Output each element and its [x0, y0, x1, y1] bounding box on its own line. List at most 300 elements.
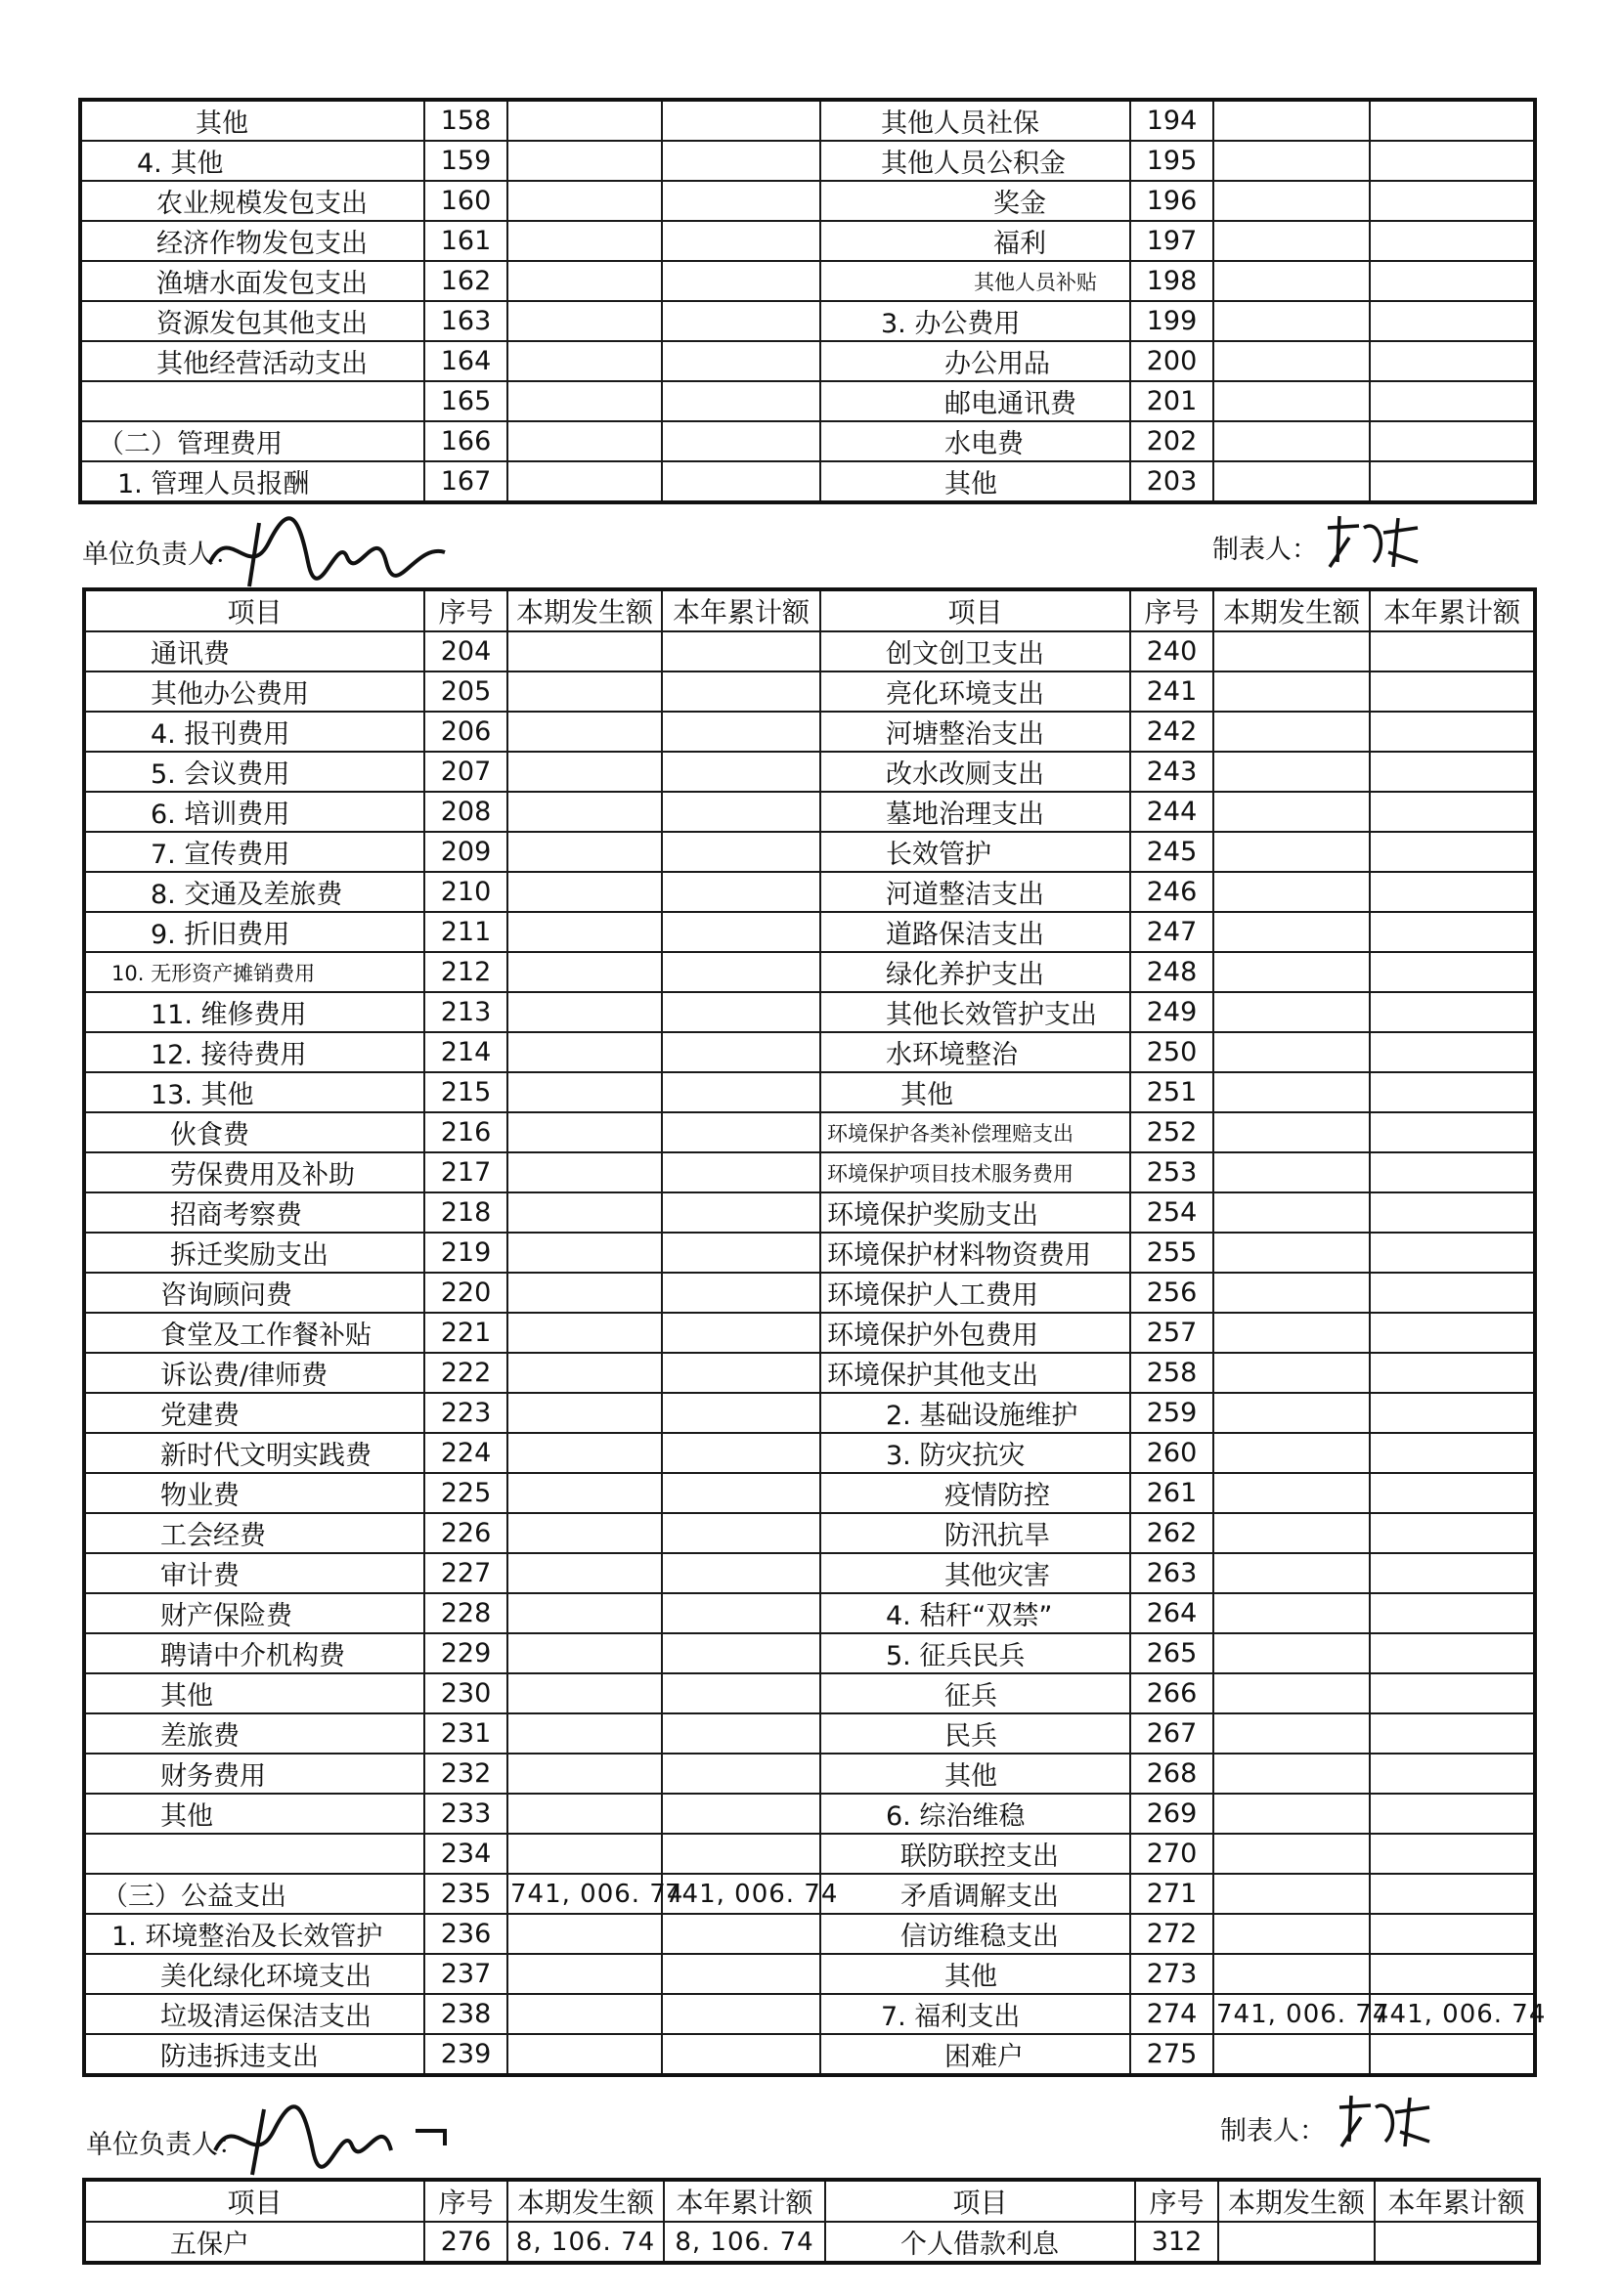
ytd-amount-cell	[662, 341, 820, 381]
current-amount-cell	[507, 792, 662, 832]
table-row	[84, 1954, 1535, 1994]
current-amount-cell	[1213, 1032, 1370, 1072]
row-number-cell: 205	[424, 671, 507, 712]
row-number-cell: 209	[424, 832, 507, 872]
row-number-cell: 268	[1130, 1754, 1213, 1794]
row-number-cell: 275	[1130, 2034, 1213, 2075]
row-number-cell: 201	[1130, 381, 1213, 421]
table-row	[84, 1313, 1535, 1353]
ytd-amount-cell	[662, 712, 820, 752]
item-cell: 防汛抗旱	[820, 1513, 1130, 1553]
item-cell: 3. 防灾抗灾	[820, 1433, 1130, 1473]
current-amount-cell: 8, 106. 74	[507, 2222, 664, 2263]
row-number-cell: 202	[1130, 421, 1213, 461]
row-number-cell: 212	[424, 952, 507, 992]
row-number-cell: 167	[424, 461, 507, 502]
item-cell: 13. 其他	[84, 1072, 424, 1112]
current-amount-cell	[507, 1433, 662, 1473]
item-cell: 财务费用	[84, 1754, 424, 1794]
current-amount-cell	[507, 1954, 662, 1994]
ytd-amount-cell	[662, 1834, 820, 1874]
item-cell: 5. 会议费用	[84, 752, 424, 792]
table-row	[80, 141, 1535, 181]
current-amount-cell	[1213, 461, 1370, 502]
row-number-cell: 250	[1130, 1032, 1213, 1072]
ytd-amount-cell	[1370, 1794, 1535, 1834]
row-number-cell: 264	[1130, 1593, 1213, 1633]
item-cell: 1. 环境整治及长效管护	[84, 1914, 424, 1954]
header-ytd: 本年累计额	[1375, 2180, 1539, 2222]
ytd-amount-cell	[1370, 952, 1535, 992]
current-amount-cell	[507, 1754, 662, 1794]
item-cell: 8. 交通及差旅费	[84, 872, 424, 912]
current-amount-cell	[1213, 1072, 1370, 1112]
item-cell: 党建费	[84, 1393, 424, 1433]
ytd-amount-cell	[1370, 1032, 1535, 1072]
row-number-cell: 274	[1130, 1994, 1213, 2034]
item-cell: 创文创卫支出	[820, 631, 1130, 671]
row-number-cell: 271	[1130, 1874, 1213, 1914]
ytd-amount-cell	[662, 1233, 820, 1273]
current-amount-cell	[507, 1834, 662, 1874]
ytd-amount-cell	[1370, 221, 1535, 261]
item-cell: 环境保护其他支出	[820, 1353, 1130, 1393]
ytd-amount-cell	[662, 1192, 820, 1233]
row-number-cell: 240	[1130, 631, 1213, 671]
item-cell: 信访维稳支出	[820, 1914, 1130, 1954]
item-cell: 改水改厕支出	[820, 752, 1130, 792]
item-cell: 个人借款利息	[825, 2222, 1135, 2263]
current-amount-cell	[507, 421, 662, 461]
current-amount-cell	[1213, 1713, 1370, 1754]
current-amount-cell	[1213, 1313, 1370, 1353]
row-number-cell: 210	[424, 872, 507, 912]
ytd-amount-cell	[1370, 1914, 1535, 1954]
row-number-cell: 195	[1130, 141, 1213, 181]
current-amount-cell	[507, 952, 662, 992]
row-number-cell: 245	[1130, 832, 1213, 872]
table-row	[84, 2034, 1535, 2075]
expense-table-part3	[82, 2178, 1541, 2265]
row-number-cell: 166	[424, 421, 507, 461]
row-number-cell: 208	[424, 792, 507, 832]
table-row	[84, 712, 1535, 752]
item-cell: 9. 折旧费用	[84, 912, 424, 952]
item-cell: 民兵	[820, 1713, 1130, 1754]
current-amount-cell	[507, 181, 662, 221]
ytd-amount-cell	[1370, 832, 1535, 872]
row-number-cell: 196	[1130, 181, 1213, 221]
row-number-cell: 204	[424, 631, 507, 671]
current-amount-cell	[507, 141, 662, 181]
current-amount-cell	[1213, 381, 1370, 421]
current-amount-cell	[1218, 2222, 1375, 2263]
table-row	[84, 1072, 1535, 1112]
current-amount-cell	[507, 1032, 662, 1072]
item-cell: 福利	[820, 221, 1130, 261]
current-amount-cell	[507, 1713, 662, 1754]
ytd-amount-cell	[1370, 1353, 1535, 1393]
row-number-cell: 213	[424, 992, 507, 1032]
row-number-cell: 258	[1130, 1353, 1213, 1393]
row-number-cell: 223	[424, 1393, 507, 1433]
table-header-row	[84, 589, 1535, 631]
ytd-amount-cell	[1370, 1233, 1535, 1273]
row-number-cell: 215	[424, 1072, 507, 1112]
table-row	[84, 1152, 1535, 1192]
ytd-amount-cell	[1370, 1473, 1535, 1513]
row-number-cell: 219	[424, 1233, 507, 1273]
row-number-cell: 234	[424, 1834, 507, 1874]
header-no: 序号	[424, 589, 507, 631]
row-number-cell: 211	[424, 912, 507, 952]
current-amount-cell	[507, 1072, 662, 1112]
row-number-cell: 259	[1130, 1393, 1213, 1433]
ytd-amount-cell	[1370, 1874, 1535, 1914]
ytd-amount-cell	[662, 671, 820, 712]
table-row	[84, 1233, 1535, 1273]
ytd-amount-cell	[1370, 301, 1535, 341]
row-number-cell: 165	[424, 381, 507, 421]
ytd-amount-cell	[662, 1032, 820, 1072]
ytd-amount-cell	[1370, 381, 1535, 421]
ytd-amount-cell	[1370, 712, 1535, 752]
current-amount-cell	[507, 1994, 662, 2034]
ytd-amount-cell	[662, 1914, 820, 1954]
current-amount-cell	[1213, 421, 1370, 461]
item-cell: 其他灾害	[820, 1553, 1130, 1593]
item-cell: 工会经费	[84, 1513, 424, 1553]
current-amount-cell	[1213, 631, 1370, 671]
current-amount-cell	[1213, 712, 1370, 752]
row-number-cell: 160	[424, 181, 507, 221]
current-amount-cell: 741, 006. 74	[1213, 1994, 1370, 2034]
ytd-amount-cell	[1370, 1673, 1535, 1713]
item-cell: 联防联控支出	[820, 1834, 1130, 1874]
item-cell: 审计费	[84, 1553, 424, 1593]
ytd-amount-cell: 8, 106. 74	[664, 2222, 825, 2263]
item-cell: 经济作物发包支出	[80, 221, 424, 261]
ytd-amount-cell	[662, 1593, 820, 1633]
item-cell: （三）公益支出	[84, 1874, 424, 1914]
item-cell: 河道整洁支出	[820, 872, 1130, 912]
current-amount-cell	[1213, 1553, 1370, 1593]
ytd-amount-cell	[1370, 1393, 1535, 1433]
current-amount-cell	[1213, 1513, 1370, 1553]
row-number-cell: 214	[424, 1032, 507, 1072]
item-cell: 资源发包其他支出	[80, 301, 424, 341]
header-current: 本期发生额	[507, 2180, 664, 2222]
row-number-cell: 161	[424, 221, 507, 261]
current-amount-cell	[1213, 301, 1370, 341]
current-amount-cell	[507, 1673, 662, 1713]
ytd-amount-cell	[1370, 421, 1535, 461]
table-row	[84, 1914, 1535, 1954]
current-amount-cell	[1213, 341, 1370, 381]
item-cell: 食堂及工作餐补贴	[84, 1313, 424, 1353]
row-number-cell: 312	[1135, 2222, 1218, 2263]
ytd-amount-cell	[1370, 261, 1535, 301]
header-current: 本期发生额	[1218, 2180, 1375, 2222]
row-number-cell: 227	[424, 1553, 507, 1593]
item-cell: 7. 福利支出	[820, 1994, 1130, 2034]
item-cell	[84, 1834, 424, 1874]
expense-table-part2	[82, 587, 1547, 2077]
current-amount-cell	[507, 1553, 662, 1593]
item-cell: 其他	[84, 1673, 424, 1713]
row-number-cell: 266	[1130, 1673, 1213, 1713]
ytd-amount-cell	[662, 1794, 820, 1834]
row-number-cell: 231	[424, 1713, 507, 1754]
item-cell: 道路保洁支出	[820, 912, 1130, 952]
current-amount-cell	[507, 341, 662, 381]
current-amount-cell	[507, 261, 662, 301]
ytd-amount-cell	[1370, 1754, 1535, 1794]
current-amount-cell	[507, 712, 662, 752]
ytd-amount-cell	[662, 261, 820, 301]
table-row	[84, 752, 1535, 792]
ytd-amount-cell	[662, 301, 820, 341]
ytd-amount-cell	[662, 1954, 820, 1994]
ytd-amount-cell	[1370, 1313, 1535, 1353]
row-number-cell: 260	[1130, 1433, 1213, 1473]
ytd-amount-cell	[662, 752, 820, 792]
item-cell: 办公用品	[820, 341, 1130, 381]
current-amount-cell	[507, 1152, 662, 1192]
table-row	[80, 301, 1535, 341]
ytd-amount-cell	[662, 181, 820, 221]
table-row	[80, 100, 1535, 141]
item-cell: 11. 维修费用	[84, 992, 424, 1032]
row-number-cell: 220	[424, 1273, 507, 1313]
ytd-amount-cell	[662, 2034, 820, 2075]
header-no: 序号	[424, 2180, 507, 2222]
table-row	[84, 1192, 1535, 1233]
item-cell: 垃圾清运保洁支出	[84, 1994, 424, 2034]
ytd-amount-cell	[662, 421, 820, 461]
table-row	[84, 952, 1535, 992]
row-number-cell: 262	[1130, 1513, 1213, 1553]
ytd-amount-cell	[1370, 1834, 1535, 1874]
row-number-cell: 224	[424, 1433, 507, 1473]
preparer-label: 制表人：	[1220, 2116, 1326, 2146]
row-number-cell: 221	[424, 1313, 507, 1353]
item-cell	[80, 381, 424, 421]
ytd-amount-cell	[1370, 631, 1535, 671]
table-row	[80, 221, 1535, 261]
row-number-cell: 270	[1130, 1834, 1213, 1874]
item-cell: 差旅费	[84, 1713, 424, 1754]
current-amount-cell: 741, 006. 74	[507, 1874, 662, 1914]
item-cell: 水电费	[820, 421, 1130, 461]
table-row	[84, 631, 1535, 671]
table-row	[80, 421, 1535, 461]
item-cell: 美化绿化环境支出	[84, 1954, 424, 1994]
current-amount-cell	[1213, 952, 1370, 992]
table-row	[84, 872, 1535, 912]
row-number-cell: 198	[1130, 261, 1213, 301]
current-amount-cell	[507, 832, 662, 872]
table-row	[84, 1273, 1535, 1313]
current-amount-cell	[1213, 992, 1370, 1032]
row-number-cell: 237	[424, 1954, 507, 1994]
item-cell: 2. 基础设施维护	[820, 1393, 1130, 1433]
ytd-amount-cell	[662, 1713, 820, 1754]
ytd-amount-cell	[662, 912, 820, 952]
row-number-cell: 247	[1130, 912, 1213, 952]
item-cell: 拆迁奖励支出	[84, 1233, 424, 1273]
ytd-amount-cell	[662, 381, 820, 421]
current-amount-cell	[1213, 1633, 1370, 1673]
ytd-amount-cell	[662, 631, 820, 671]
row-number-cell: 226	[424, 1513, 507, 1553]
row-number-cell: 273	[1130, 1954, 1213, 1994]
item-cell: 渔塘水面发包支出	[80, 261, 424, 301]
item-cell: 诉讼费/律师费	[84, 1353, 424, 1393]
row-number-cell: 244	[1130, 792, 1213, 832]
item-cell: 其他人员补贴	[820, 261, 1130, 301]
expense-table-part1	[78, 98, 1537, 504]
item-cell: 其他	[820, 1954, 1130, 1994]
row-number-cell: 218	[424, 1192, 507, 1233]
row-number-cell: 256	[1130, 1273, 1213, 1313]
row-number-cell: 249	[1130, 992, 1213, 1032]
item-cell: 五保户	[84, 2222, 424, 2263]
row-number-cell: 269	[1130, 1794, 1213, 1834]
ytd-amount-cell	[1370, 341, 1535, 381]
header-no: 序号	[1130, 589, 1213, 631]
header-ytd: 本年累计额	[662, 589, 820, 631]
item-cell: 1. 管理人员报酬	[80, 461, 424, 502]
current-amount-cell	[507, 1273, 662, 1313]
table-row	[80, 381, 1535, 421]
row-number-cell: 261	[1130, 1473, 1213, 1513]
current-amount-cell	[507, 1112, 662, 1152]
current-amount-cell	[507, 1393, 662, 1433]
row-number-cell: 235	[424, 1874, 507, 1914]
item-cell: 征兵	[820, 1673, 1130, 1713]
ytd-amount-cell	[662, 792, 820, 832]
ytd-amount-cell	[662, 1433, 820, 1473]
preparer-signature	[1320, 508, 1427, 577]
item-cell: 6. 培训费用	[84, 792, 424, 832]
row-number-cell: 229	[424, 1633, 507, 1673]
row-number-cell: 216	[424, 1112, 507, 1152]
ytd-amount-cell	[662, 1112, 820, 1152]
current-amount-cell	[507, 1633, 662, 1673]
header-item: 项目	[825, 2180, 1135, 2222]
ytd-amount-cell	[662, 872, 820, 912]
current-amount-cell	[1213, 912, 1370, 952]
item-cell: 墓地治理支出	[820, 792, 1130, 832]
current-amount-cell	[1213, 1874, 1370, 1914]
item-cell: 4. 其他	[80, 141, 424, 181]
row-number-cell: 238	[424, 1994, 507, 2034]
table-row	[84, 1834, 1535, 1874]
current-amount-cell	[507, 2034, 662, 2075]
table-row	[84, 1713, 1535, 1754]
row-number-cell: 242	[1130, 712, 1213, 752]
item-cell: 其他长效管护支出	[820, 992, 1130, 1032]
current-amount-cell	[1213, 261, 1370, 301]
ytd-amount-cell	[1370, 1072, 1535, 1112]
item-cell: 邮电通讯费	[820, 381, 1130, 421]
table-row	[84, 2222, 1539, 2263]
row-number-cell: 239	[424, 2034, 507, 2075]
header-no: 序号	[1135, 2180, 1218, 2222]
item-cell: 防违拆违支出	[84, 2034, 424, 2075]
row-number-cell: 206	[424, 712, 507, 752]
item-cell: 财产保险费	[84, 1593, 424, 1633]
item-cell: 环境保护外包费用	[820, 1313, 1130, 1353]
current-amount-cell	[1213, 872, 1370, 912]
row-number-cell: 265	[1130, 1633, 1213, 1673]
ytd-amount-cell	[662, 1393, 820, 1433]
table-row	[84, 1433, 1535, 1473]
ytd-amount-cell	[1370, 141, 1535, 181]
item-cell: 其他	[820, 1072, 1130, 1112]
current-amount-cell	[1213, 2034, 1370, 2075]
table-row	[84, 1473, 1535, 1513]
ytd-amount-cell	[1370, 912, 1535, 952]
row-number-cell: 203	[1130, 461, 1213, 502]
ytd-amount-cell	[662, 952, 820, 992]
current-amount-cell	[507, 1593, 662, 1633]
table-row	[84, 1673, 1535, 1713]
header-item: 项目	[84, 589, 424, 631]
unit-head-signature	[200, 503, 455, 591]
current-amount-cell	[507, 1914, 662, 1954]
current-amount-cell	[1213, 1914, 1370, 1954]
row-number-cell: 194	[1130, 100, 1213, 141]
row-number-cell: 225	[424, 1473, 507, 1513]
ytd-amount-cell	[1370, 1553, 1535, 1593]
preparer-signature	[1332, 2088, 1439, 2156]
ytd-amount-cell	[1370, 1152, 1535, 1192]
current-amount-cell	[1213, 1112, 1370, 1152]
ytd-amount-cell	[662, 1152, 820, 1192]
ytd-amount-cell	[662, 461, 820, 502]
ytd-amount-cell	[662, 221, 820, 261]
current-amount-cell	[507, 100, 662, 141]
unit-head-label: 单位负责人：	[86, 2130, 244, 2160]
row-number-cell: 248	[1130, 952, 1213, 992]
current-amount-cell	[1213, 832, 1370, 872]
ytd-amount-cell	[662, 1313, 820, 1353]
ytd-amount-cell	[1370, 2034, 1535, 2075]
row-number-cell: 199	[1130, 301, 1213, 341]
header-item: 项目	[820, 589, 1130, 631]
ytd-amount-cell	[1370, 181, 1535, 221]
current-amount-cell	[1213, 792, 1370, 832]
item-cell: 亮化环境支出	[820, 671, 1130, 712]
unit-head-signature	[205, 2092, 460, 2180]
row-number-cell: 207	[424, 752, 507, 792]
item-cell: 矛盾调解支出	[820, 1874, 1130, 1914]
header-current: 本期发生额	[1213, 589, 1370, 631]
ytd-amount-cell	[662, 1553, 820, 1593]
current-amount-cell	[1213, 1393, 1370, 1433]
ytd-amount-cell	[1370, 100, 1535, 141]
row-number-cell: 236	[424, 1914, 507, 1954]
current-amount-cell	[1213, 141, 1370, 181]
row-number-cell: 257	[1130, 1313, 1213, 1353]
current-amount-cell	[507, 1233, 662, 1273]
ytd-amount-cell	[1370, 752, 1535, 792]
row-number-cell: 267	[1130, 1713, 1213, 1754]
table-row	[84, 671, 1535, 712]
ytd-amount-cell	[662, 1994, 820, 2034]
